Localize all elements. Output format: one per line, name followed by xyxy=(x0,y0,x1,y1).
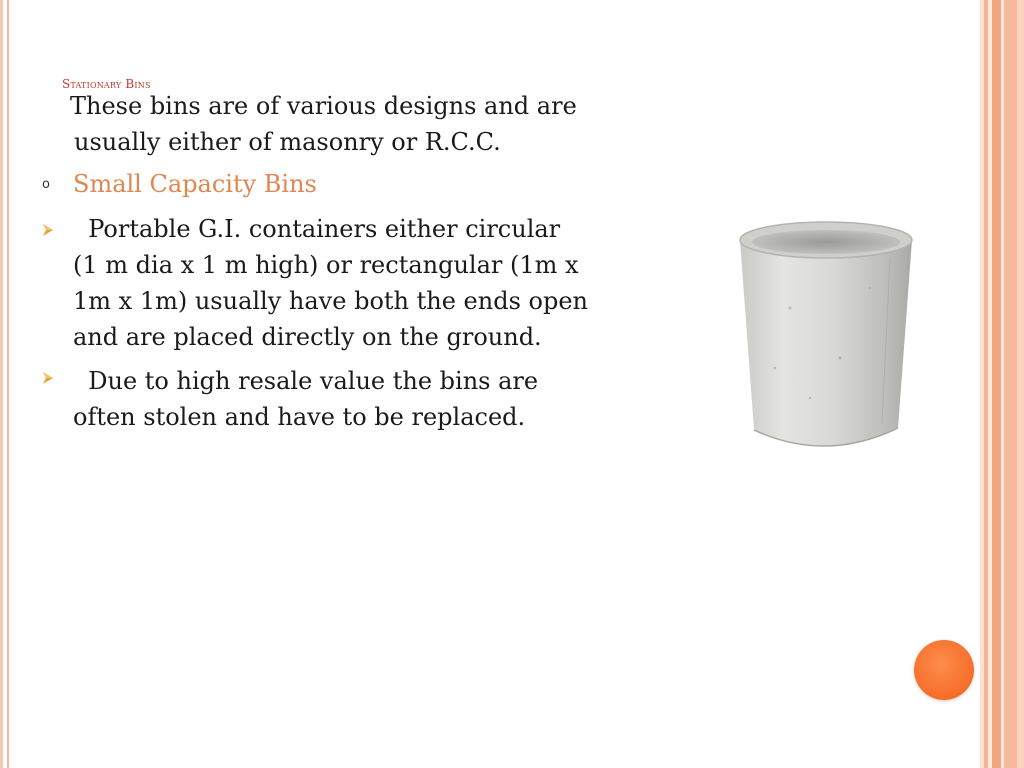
bullet1-line-3: 1m x 1m) usually have both the ends open xyxy=(73,287,588,315)
right-edge-stripe xyxy=(1004,0,1017,768)
orange-circle-icon xyxy=(914,640,974,700)
bullet1-line-2: (1 m dia x 1 m high) or rectangular (1m x xyxy=(73,251,579,279)
intro-paragraph xyxy=(70,88,577,160)
title-word-1: Stationary xyxy=(62,77,122,91)
bullet-paragraph-1 xyxy=(73,211,588,355)
arrow-bullet-icon xyxy=(42,372,54,384)
bullet-paragraph-2 xyxy=(73,363,538,435)
bullet2-line-1: Due to high resale value the bins are xyxy=(73,367,539,395)
concrete-bin-image xyxy=(730,218,920,458)
left-border-line xyxy=(0,0,3,768)
right-edge-stripe xyxy=(992,0,1001,768)
bullet1-line-4: and are placed directly on the ground. xyxy=(73,323,542,351)
circle-bullet-icon: o xyxy=(42,177,50,192)
subheading: Small Capacity Bins xyxy=(73,170,317,198)
intro-line-1: These bins are of various designs and are xyxy=(70,92,577,120)
intro-line-2: usually either of masonry or R.C.C. xyxy=(74,128,501,156)
right-edge-stripe xyxy=(1017,0,1024,768)
bullet2-line-2: often stolen and have to be replaced. xyxy=(73,403,526,431)
left-border-line-inner xyxy=(7,0,9,768)
arrow-bullet-icon xyxy=(42,224,54,236)
title-word-2: Bins xyxy=(125,77,151,91)
bullet1-line-1: Portable G.I. containers either circular xyxy=(73,215,561,243)
